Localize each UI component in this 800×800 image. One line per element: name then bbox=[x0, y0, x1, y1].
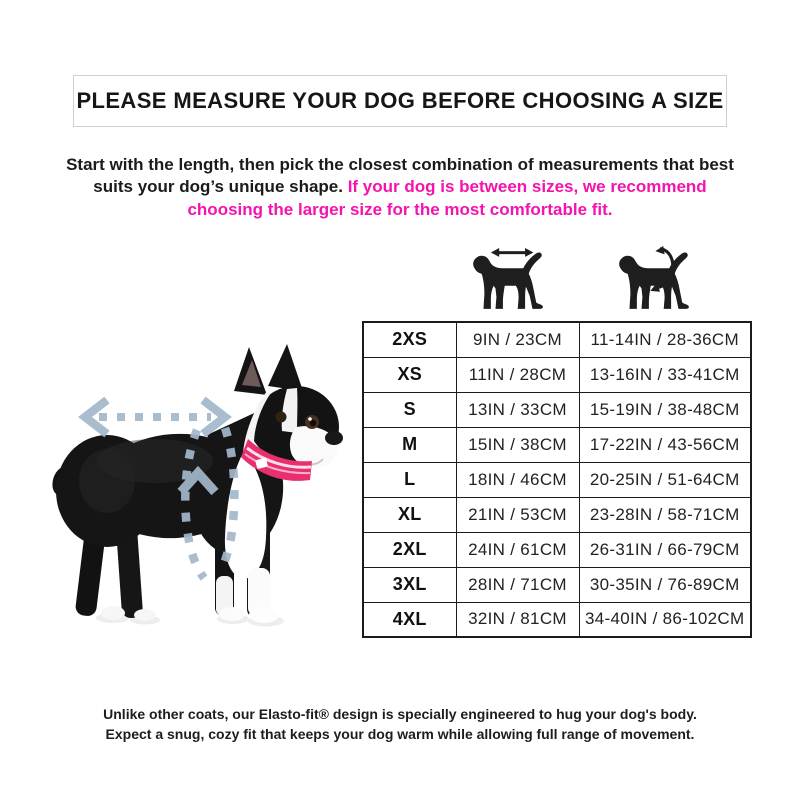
size-row bbox=[363, 322, 751, 357]
dog-girth-loop-icon bbox=[612, 246, 708, 320]
length-cell: 15IN / 38CM bbox=[456, 427, 579, 462]
size-cell: 2XL bbox=[363, 532, 456, 567]
length-cell: 21IN / 53CM bbox=[456, 497, 579, 532]
footer-line-1: Unlike other coats, our Elasto-fit® design is specially engineered to hug your dog's body. bbox=[103, 706, 697, 722]
girth-cell: 13-16IN / 33-41CM bbox=[579, 357, 751, 392]
intro-text-black: Start with the length, then pick the closest combination of measurements that best suits your dog’s unique shape. bbox=[66, 155, 734, 197]
size-cell: XL bbox=[363, 497, 456, 532]
girth-cell: 17-22IN / 43-56CM bbox=[579, 427, 751, 462]
girth-cell: 26-31IN / 66-79CM bbox=[579, 532, 751, 567]
girth-cell: 11-14IN / 28-36CM bbox=[579, 322, 751, 357]
girth-cell: 23-28IN / 58-71CM bbox=[579, 497, 751, 532]
size-row bbox=[363, 427, 751, 462]
footer-text bbox=[60, 704, 740, 745]
intro-text bbox=[60, 154, 740, 221]
size-cell: 3XL bbox=[363, 567, 456, 602]
girth-cell: 20-25IN / 51-64CM bbox=[579, 462, 751, 497]
dog-illustration bbox=[49, 344, 343, 623]
length-cell: 18IN / 46CM bbox=[456, 462, 579, 497]
dog-measurement-photo bbox=[35, 333, 365, 663]
size-cell: 4XL bbox=[363, 602, 456, 637]
size-cell: XS bbox=[363, 357, 456, 392]
dog-length-arrow-icon bbox=[466, 246, 562, 320]
size-cell: 2XS bbox=[363, 322, 456, 357]
page-title: PLEASE MEASURE YOUR DOG BEFORE CHOOSING A SIZE bbox=[76, 88, 724, 113]
length-cell: 13IN / 33CM bbox=[456, 392, 579, 427]
size-table bbox=[362, 321, 752, 638]
size-cell: S bbox=[363, 392, 456, 427]
size-cell: L bbox=[363, 462, 456, 497]
size-row bbox=[363, 462, 751, 497]
size-row bbox=[363, 357, 751, 392]
length-cell: 11IN / 28CM bbox=[456, 357, 579, 392]
length-cell: 32IN / 81CM bbox=[456, 602, 579, 637]
size-row bbox=[363, 602, 751, 637]
length-cell: 28IN / 71CM bbox=[456, 567, 579, 602]
banner bbox=[73, 75, 727, 127]
length-cell: 9IN / 23CM bbox=[456, 322, 579, 357]
size-row bbox=[363, 497, 751, 532]
size-row bbox=[363, 567, 751, 602]
size-row bbox=[363, 392, 751, 427]
size-row bbox=[363, 532, 751, 567]
girth-cell: 34-40IN / 86-102CM bbox=[579, 602, 751, 637]
length-cell: 24IN / 61CM bbox=[456, 532, 579, 567]
length-arrow-icon bbox=[85, 400, 225, 434]
girth-cell: 30-35IN / 76-89CM bbox=[579, 567, 751, 602]
footer-line-2: Expect a snug, cozy fit that keeps your dog warm while allowing full range of movement. bbox=[105, 726, 695, 743]
girth-cell: 15-19IN / 38-48CM bbox=[579, 392, 751, 427]
intro-text-pink: If your dog is between sizes, we recommend choosing the larger size for the most comfortable fit. bbox=[187, 177, 707, 219]
size-cell: M bbox=[363, 427, 456, 462]
